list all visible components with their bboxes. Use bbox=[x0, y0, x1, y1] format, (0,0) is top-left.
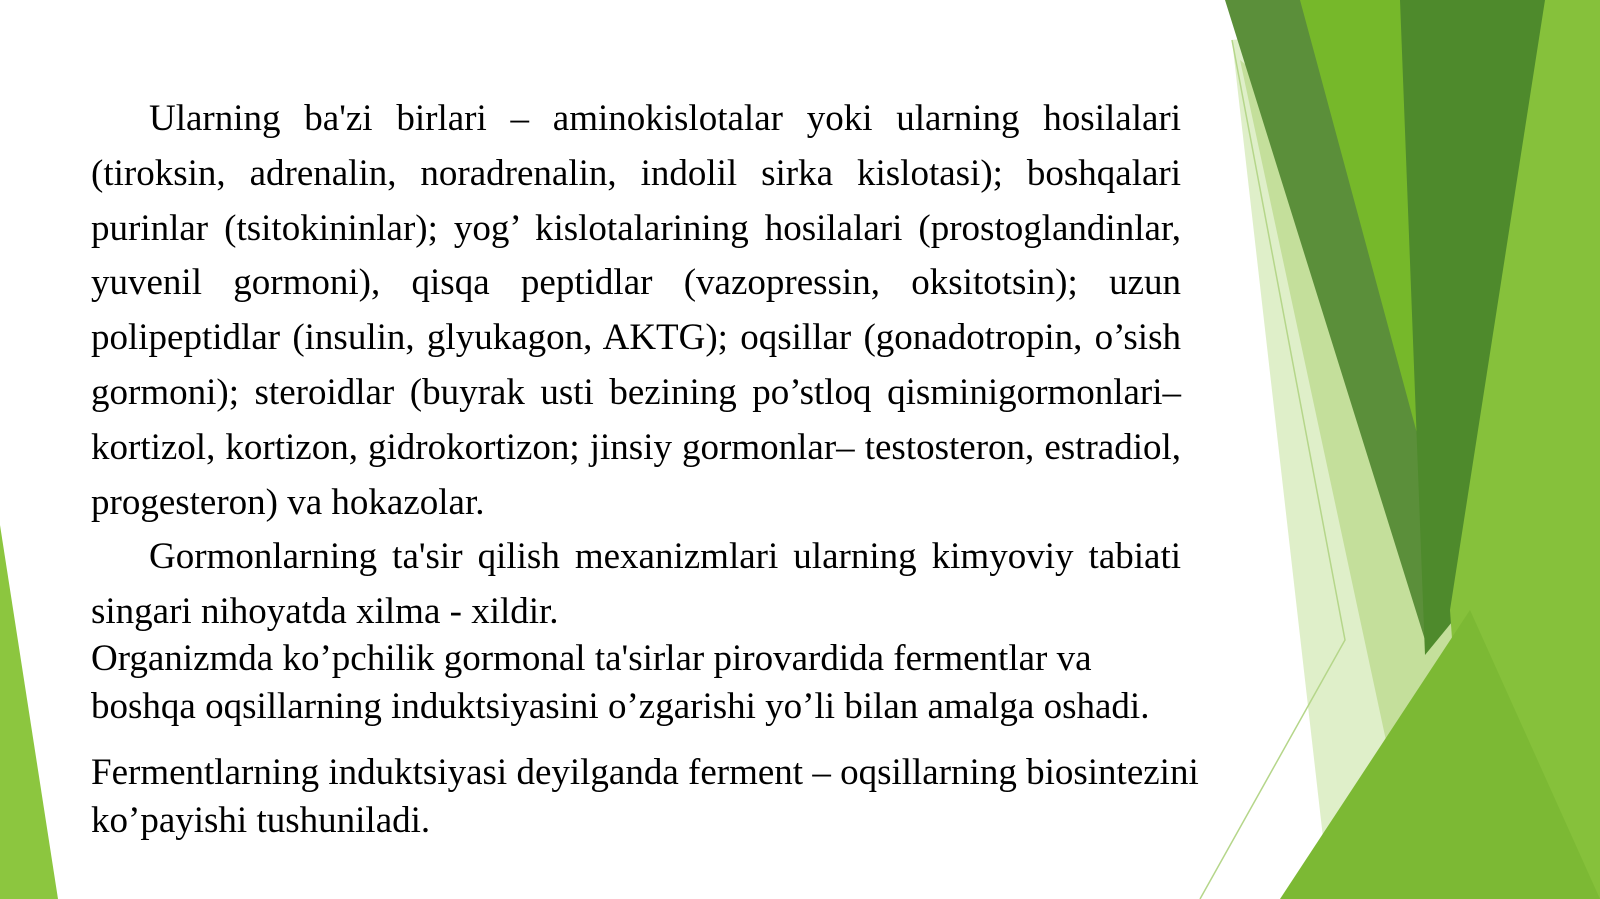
paragraph-enzyme-induction: Organizmda ko’pchilik gormonal ta'sirlar pirovardida fermentlar va boshqa oqsillarning induktsiyasini o’zgarishi yo’li bilan amalga oshadi. bbox=[91, 638, 1150, 727]
left-green-facet bbox=[0, 525, 58, 899]
plain-text-block bbox=[91, 635, 1201, 845]
justified-text-block bbox=[91, 92, 1181, 640]
paragraph-action-mechanisms: Gormonlarning ta'sir qilish mexanizmlari ularning kimyoviy tabiati singari nihoyatda xilma - xildir. bbox=[91, 536, 1181, 633]
paragraph-induction-definition: Fermentlarning induktsiyasi deyilganda ferment – oqsillarning biosintezini ko’payishi tushuniladi. bbox=[91, 752, 1199, 841]
paragraph-hormone-types: Ularning ba'zi birlari – aminokislotalar yoki ularning hosilalari (tiroksin, adrenalin, noradrenalin, indolil sirka kislotasi); boshqalari purinlar (tsitokininlar); yog’ kislotalarining hosilalari (prostoglandinlar, yuvenil gormoni), qisqa peptidlar (vazopressin, oksitotsin); uzun polipeptidlar (insulin, glyukagon, AKTG); oqsillar (gonadotropin, o’sish gormoni); steroidlar (buyrak usti bezining po’stloq qisminigormonlari–kortizol, kortizon, gidrokortizon; jinsiy gormonlar– testosteron, estradiol, progesteron) va hokazolar. bbox=[91, 98, 1181, 523]
